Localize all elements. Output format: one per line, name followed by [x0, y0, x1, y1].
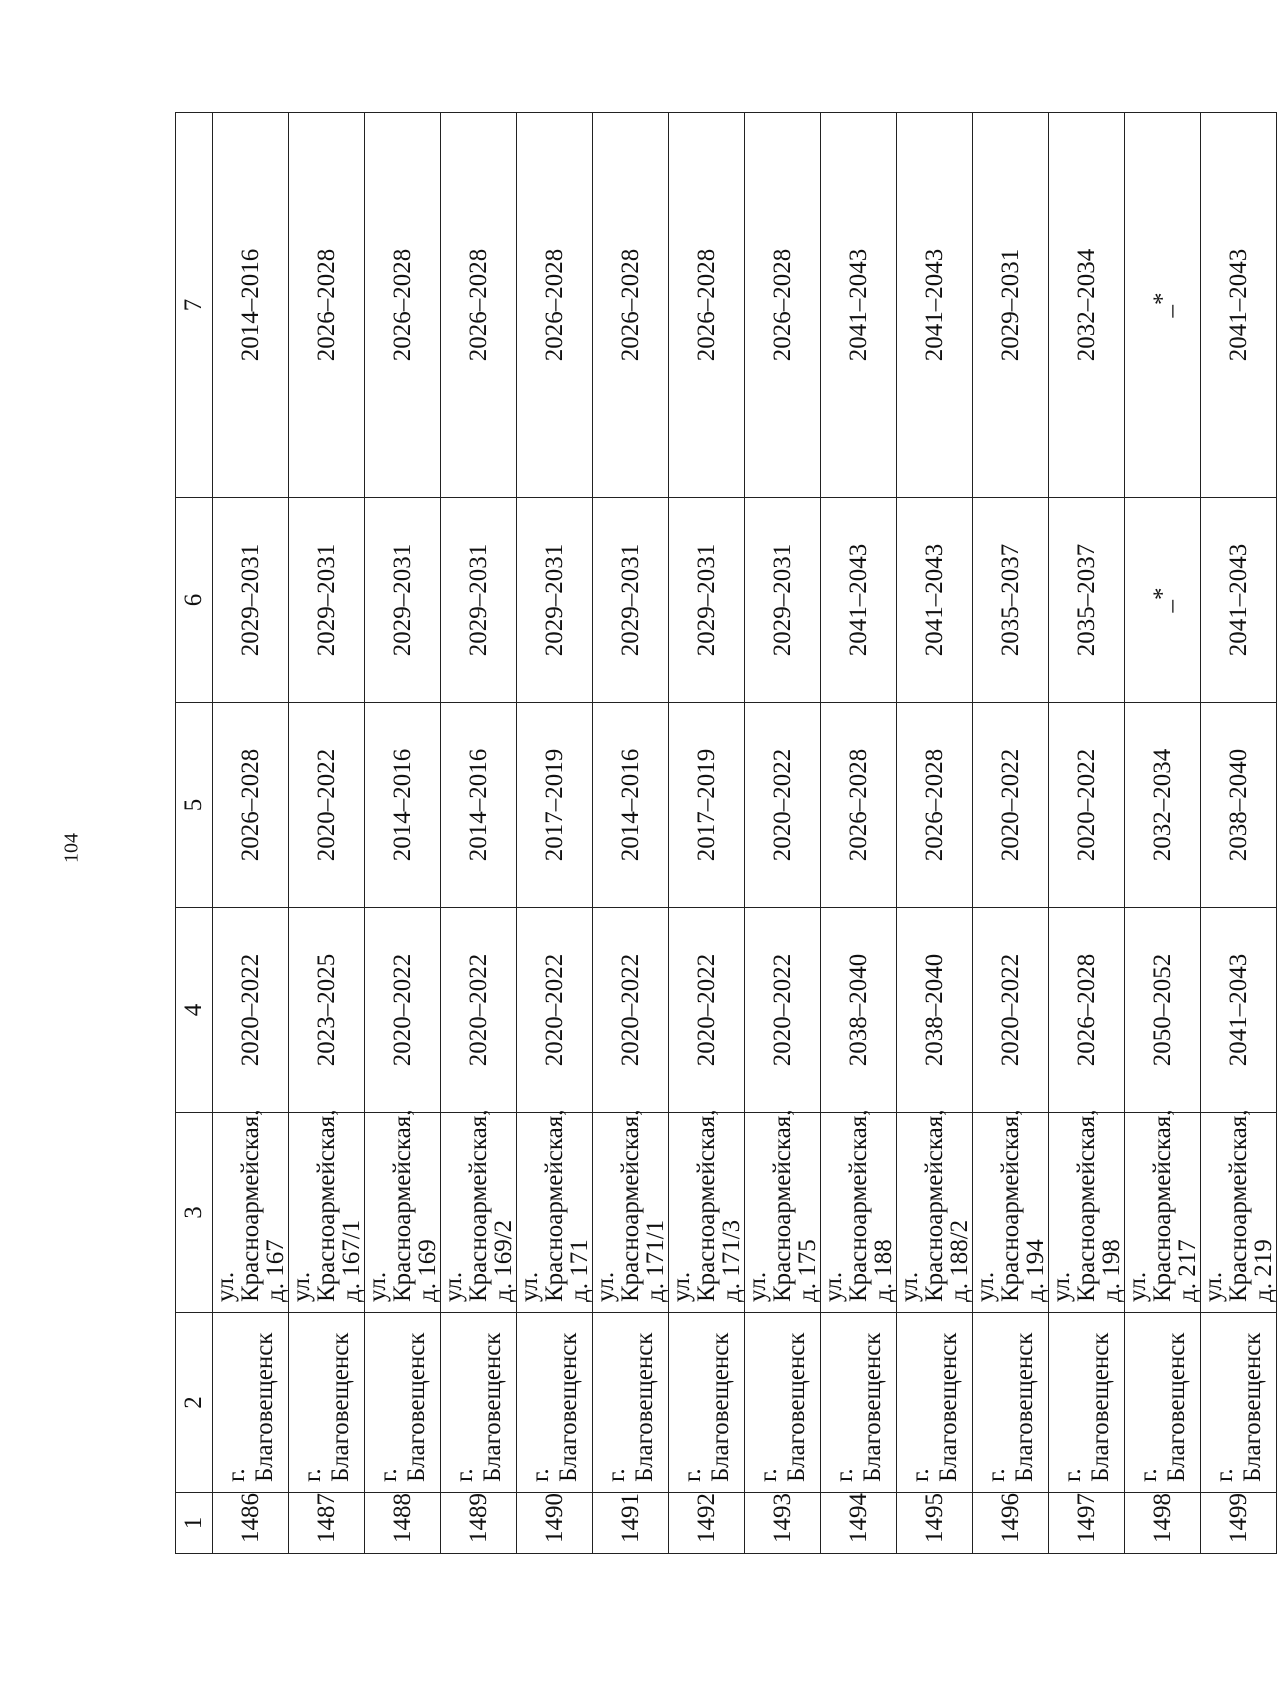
period-cell-col4: 2023–2025 — [289, 908, 365, 1113]
street-line: ул. Красноармейская, — [1124, 1109, 1176, 1302]
table-body — [213, 113, 1277, 1554]
street-line: ул. Красноармейская, — [364, 1109, 416, 1302]
period-cell-col6: 2035–2037 — [1049, 498, 1125, 703]
street-line: ул. Красноармейская, — [1048, 1109, 1100, 1302]
period-cell-col5: 2026–2028 — [821, 703, 897, 908]
address-cell — [896, 1109, 973, 1313]
row-number-cell: 1496 — [973, 1493, 1049, 1554]
table-row — [441, 113, 517, 1554]
row-number-cell: 1488 — [365, 1493, 441, 1554]
period-cell-col4: 2026–2028 — [1049, 908, 1125, 1113]
period-cell-col7: 2029–2031 — [973, 113, 1049, 498]
street-line: ул. Красноармейская, — [896, 1109, 948, 1302]
period-cell-col6: 2029–2031 — [213, 498, 289, 703]
city-cell: г. Благовещенск — [289, 1313, 365, 1493]
street-line: ул. Красноармейская, — [1200, 1109, 1252, 1302]
city-cell: г. Благовещенск — [973, 1313, 1049, 1493]
period-cell-col6: 2029–2031 — [517, 498, 593, 703]
address-cell — [516, 1109, 593, 1313]
row-number-cell: 1497 — [1049, 1493, 1125, 1554]
period-cell-col7: 2041–2043 — [1201, 113, 1277, 498]
street-line: ул. Красноармейская, — [440, 1109, 492, 1302]
address-cell — [592, 1109, 669, 1313]
row-number-cell: 1493 — [745, 1493, 821, 1554]
address-cell — [1124, 1109, 1201, 1313]
row-number-cell: 1490 — [517, 1493, 593, 1554]
period-cell-col4: 2038–2040 — [821, 908, 897, 1113]
city-cell: г. Благовещенск — [517, 1313, 593, 1493]
period-cell-col7: 2026–2028 — [441, 113, 517, 498]
address-cell — [364, 1109, 441, 1313]
period-cell-col5: 2014–2016 — [365, 703, 441, 908]
period-cell-col6: 2041–2043 — [821, 498, 897, 703]
period-cell-col4: 2041–2043 — [1201, 908, 1277, 1113]
period-cell-col6: 2029–2031 — [669, 498, 745, 703]
row-number-cell: 1499 — [1201, 1493, 1277, 1554]
row-number-cell: 1486 — [213, 1493, 289, 1554]
row-number-cell: 1498 — [1125, 1493, 1201, 1554]
period-cell-col7: _* — [1125, 113, 1201, 498]
house-number-line: д. 169 — [414, 1239, 441, 1302]
house-number-line: д. 175 — [794, 1239, 821, 1302]
period-cell-col7: 2014–2016 — [213, 113, 289, 498]
period-cell-col6: 2029–2031 — [289, 498, 365, 703]
address-cell — [1200, 1109, 1277, 1313]
period-cell-col7: 2026–2028 — [517, 113, 593, 498]
table-row — [745, 113, 821, 1554]
table-row — [517, 113, 593, 1554]
house-number-line: д. 171 — [566, 1239, 593, 1302]
period-cell-col4: 2050–2052 — [1125, 908, 1201, 1113]
period-cell-col4: 2020–2022 — [745, 908, 821, 1113]
period-cell-col5: 2026–2028 — [897, 703, 973, 908]
city-cell: г. Благовещенск — [1049, 1313, 1125, 1493]
period-cell-col6: 2041–2043 — [897, 498, 973, 703]
address-cell — [668, 1109, 745, 1313]
period-cell-col6: 2035–2037 — [973, 498, 1049, 703]
city-cell: г. Благовещенск — [745, 1313, 821, 1493]
period-cell-col5: 2020–2022 — [1049, 703, 1125, 908]
city-cell: г. Благовещенск — [593, 1313, 669, 1493]
house-number-line: д. 188/2 — [946, 1219, 973, 1302]
table-row — [897, 113, 973, 1554]
row-number-cell: 1492 — [669, 1493, 745, 1554]
period-cell-col7: 2026–2028 — [289, 113, 365, 498]
column-header: 4 — [176, 908, 213, 1113]
table-row — [821, 113, 897, 1554]
table-row — [213, 113, 289, 1554]
table-row — [365, 113, 441, 1554]
table-row — [1201, 113, 1277, 1554]
period-cell-col5: 2017–2019 — [669, 703, 745, 908]
house-number-line: д. 167 — [262, 1239, 289, 1302]
house-number-line: д. 169/2 — [490, 1219, 517, 1302]
address-cell — [440, 1109, 517, 1313]
period-cell-col7: 2032–2034 — [1049, 113, 1125, 498]
column-header: 6 — [176, 498, 213, 703]
table-row — [669, 113, 745, 1554]
street-line: ул. Красноармейская, — [972, 1109, 1024, 1302]
period-cell-col6: 2041–2043 — [1201, 498, 1277, 703]
period-cell-col4: 2020–2022 — [365, 908, 441, 1113]
table-row — [973, 113, 1049, 1554]
row-number-cell: 1494 — [821, 1493, 897, 1554]
city-cell: г. Благовещенск — [1125, 1313, 1201, 1493]
period-cell-col5: 2038–2040 — [1201, 703, 1277, 908]
street-line: ул. Красноармейская, — [820, 1109, 872, 1302]
period-cell-col5: 2026–2028 — [213, 703, 289, 908]
city-cell: г. Благовещенск — [669, 1313, 745, 1493]
period-cell-col5: 2020–2022 — [745, 703, 821, 908]
row-number-cell: 1491 — [593, 1493, 669, 1554]
city-cell: г. Благовещенск — [213, 1313, 289, 1493]
period-cell-col7: 2026–2028 — [365, 113, 441, 498]
column-header: 2 — [176, 1313, 213, 1493]
house-number-line: д. 171/1 — [642, 1219, 669, 1302]
street-line: ул. Красноармейская, — [212, 1109, 264, 1302]
city-cell: г. Благовещенск — [1201, 1313, 1277, 1493]
house-number-line: д. 198 — [1098, 1239, 1125, 1302]
street-line: ул. Красноармейская, — [668, 1109, 720, 1302]
address-cell — [212, 1109, 289, 1313]
city-cell: г. Благовещенск — [897, 1313, 973, 1493]
period-cell-col5: 2014–2016 — [593, 703, 669, 908]
period-cell-col5: 2017–2019 — [517, 703, 593, 908]
city-cell: г. Благовещенск — [365, 1313, 441, 1493]
house-number-line: д. 194 — [1022, 1239, 1049, 1302]
address-cell — [1048, 1109, 1125, 1313]
table-row — [289, 113, 365, 1554]
period-cell-col5: 2020–2022 — [973, 703, 1049, 908]
period-cell-col4: 2020–2022 — [593, 908, 669, 1113]
period-cell-col7: 2026–2028 — [669, 113, 745, 498]
table-container — [175, 113, 1277, 1554]
address-cell — [288, 1109, 365, 1313]
row-number-cell: 1495 — [897, 1493, 973, 1554]
period-cell-col6: 2029–2031 — [365, 498, 441, 703]
table-header — [176, 113, 213, 1554]
street-line: ул. Красноармейская, — [516, 1109, 568, 1302]
period-cell-col6: 2029–2031 — [745, 498, 821, 703]
table-row — [593, 113, 669, 1554]
house-number-line: д. 217 — [1174, 1239, 1201, 1302]
period-cell-col7: 2026–2028 — [593, 113, 669, 498]
period-cell-col4: 2020–2022 — [213, 908, 289, 1113]
city-cell: г. Благовещенск — [441, 1313, 517, 1493]
period-cell-col5: 2014–2016 — [441, 703, 517, 908]
period-cell-col7: 2026–2028 — [745, 113, 821, 498]
row-number-cell: 1489 — [441, 1493, 517, 1554]
column-header: 5 — [176, 703, 213, 908]
column-header: 1 — [176, 1493, 213, 1554]
street-line: ул. Красноармейская, — [288, 1109, 340, 1302]
period-cell-col7: 2041–2043 — [821, 113, 897, 498]
address-cell — [972, 1109, 1049, 1313]
house-number-line: д. 188 — [870, 1239, 897, 1302]
address-cell — [744, 1109, 821, 1313]
period-cell-col4: 2020–2022 — [517, 908, 593, 1113]
table-row — [1049, 113, 1125, 1554]
period-cell-col6: _* — [1125, 498, 1201, 703]
row-number-cell: 1487 — [289, 1493, 365, 1554]
schedule-table — [175, 112, 1277, 1554]
period-cell-col4: 2038–2040 — [897, 908, 973, 1113]
period-cell-col6: 2029–2031 — [441, 498, 517, 703]
table-row — [1125, 113, 1201, 1554]
page-number: 104 — [60, 833, 83, 863]
period-cell-col6: 2029–2031 — [593, 498, 669, 703]
house-number-line: д. 167/1 — [338, 1219, 365, 1302]
period-cell-col7: 2041–2043 — [897, 113, 973, 498]
city-cell: г. Благовещенск — [821, 1313, 897, 1493]
house-number-line: д. 171/3 — [718, 1219, 745, 1302]
street-line: ул. Красноармейская, — [592, 1109, 644, 1302]
column-header: 7 — [176, 113, 213, 498]
period-cell-col5: 2032–2034 — [1125, 703, 1201, 908]
house-number-line: д. 219 — [1250, 1239, 1277, 1302]
address-cell — [820, 1109, 897, 1313]
period-cell-col5: 2020–2022 — [289, 703, 365, 908]
header-row — [176, 113, 213, 1554]
period-cell-col4: 2020–2022 — [669, 908, 745, 1113]
period-cell-col4: 2020–2022 — [973, 908, 1049, 1113]
period-cell-col4: 2020–2022 — [441, 908, 517, 1113]
column-header: 3 — [176, 1113, 213, 1313]
street-line: ул. Красноармейская, — [744, 1109, 796, 1302]
